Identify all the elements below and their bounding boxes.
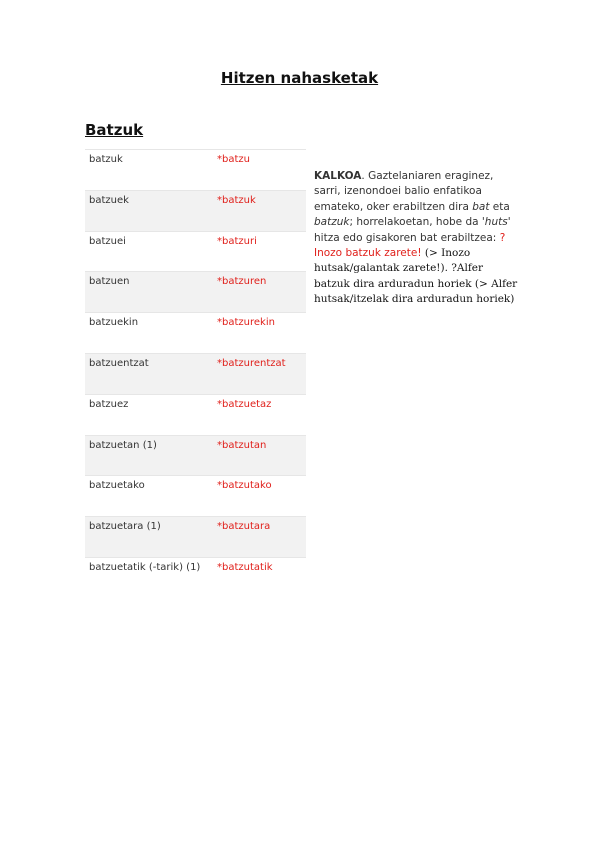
note-italic: bat [472, 200, 490, 213]
correct-form: batzuen [85, 272, 213, 313]
table-row [85, 353, 306, 394]
note-example-text: (> Inozo hutsak/galantak zarete!). ?Alfer batzuk dira arduradun horiek (> Alfer hutsak/itzelak dira arduradun horiek) [314, 247, 518, 306]
note-example-wrong: ?Inozo batzuk zarete! [314, 231, 506, 260]
correct-form: batzuetan (1) [85, 435, 213, 476]
wrong-form: *batzutan [213, 435, 306, 476]
section-title: Batzuk [85, 121, 144, 139]
wrong-form: *batzuren [213, 272, 306, 313]
wrong-form: *batzu [213, 150, 306, 191]
page-title: Hitzen nahasketak [220, 69, 379, 87]
wrong-form: *batzurentzat [213, 353, 306, 394]
note-lead: KALKOA [314, 170, 362, 182]
table-row [85, 557, 306, 597]
usage-note [314, 169, 519, 308]
correct-form: batzuekin [85, 313, 213, 354]
note-text: ' hitza edo gisakoren bat erabiltzea: [314, 216, 511, 244]
correct-form: batzuek [85, 190, 213, 231]
table-row [85, 394, 306, 435]
correct-form: batzuetatik (-tarik) (1) [85, 557, 213, 597]
note-text: . Gaztelaniaren eraginez, sarri, izenondoei balio enfatikoa emateko, oker erabiltzen dira [314, 170, 494, 213]
table-row [85, 272, 306, 313]
table-row [85, 150, 306, 191]
correct-form: batzuei [85, 231, 213, 272]
table-row [85, 313, 306, 354]
correct-form: batzuetako [85, 476, 213, 517]
note-italic: huts [484, 216, 508, 229]
table-row [85, 517, 306, 558]
note-text: eta [489, 200, 510, 213]
wrong-form: *batzurekin [213, 313, 306, 354]
wrong-form: *batzuri [213, 231, 306, 272]
note-text: ; horrelakoetan, hobe da ' [349, 216, 485, 229]
table-row [85, 435, 306, 476]
word-forms-table [85, 149, 306, 598]
table-row [85, 190, 306, 231]
wrong-form: *batzutako [213, 476, 306, 517]
correct-form: batzuez [85, 394, 213, 435]
correct-form: batzuentzat [85, 353, 213, 394]
wrong-form: *batzuetaz [213, 394, 306, 435]
correct-form: batzuetara (1) [85, 517, 213, 558]
wrong-form: *batzuk [213, 190, 306, 231]
table-row [85, 476, 306, 517]
wrong-form: *batzutatik [213, 557, 306, 597]
correct-form: batzuk [85, 150, 213, 191]
note-italic: batzuk [314, 216, 350, 229]
table-row [85, 231, 306, 272]
wrong-form: *batzutara [213, 517, 306, 558]
